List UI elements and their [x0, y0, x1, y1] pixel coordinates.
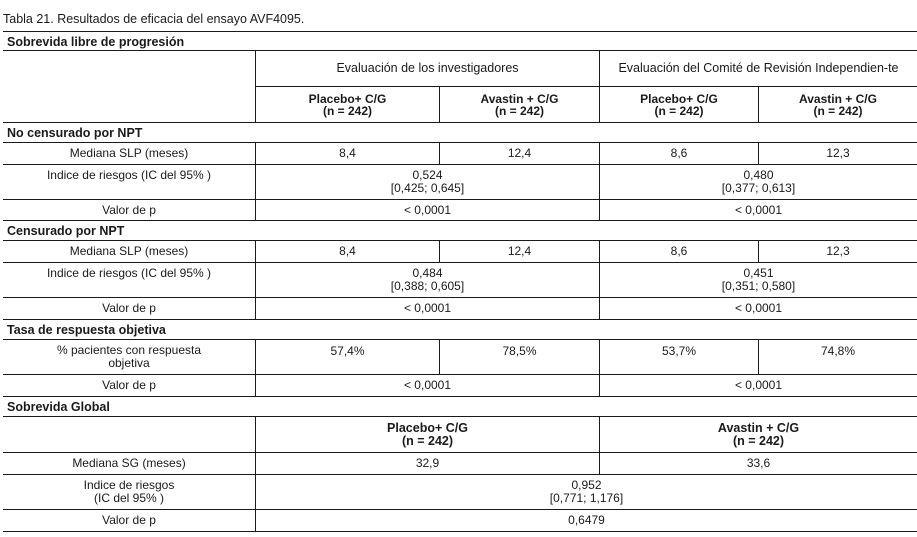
hr-value: 0,480	[743, 168, 774, 182]
group-header-irc	[600, 51, 917, 86]
row-label-orr	[3, 340, 255, 374]
group-header-irc-label: Evaluación del Comité de Revisión Independien-te	[618, 61, 899, 75]
col-header-inv-avastin	[440, 87, 599, 122]
hr-value: 0,524	[412, 168, 443, 182]
row-label-p-os	[3, 510, 255, 531]
col-label: Placebo+ C/G	[308, 91, 387, 106]
label-text: Indice de riesgos	[83, 478, 175, 492]
section-pfs: Sobrevida libre de progresión	[7, 35, 185, 49]
table-cell: 12,3	[826, 146, 850, 160]
label-text: Mediana SLP (meses)	[69, 146, 189, 160]
col-label: Avastin + C/G	[480, 91, 559, 106]
row-label-hr-os	[3, 475, 255, 509]
col-n: (n = 242)	[401, 433, 454, 448]
group-header-investigators-label: Evaluación de los investigadores	[336, 61, 519, 75]
table-cell: 33,6	[746, 456, 771, 470]
label-text: Indice de riesgos (IC del 95% )	[46, 167, 212, 182]
hr-value: 0,451	[743, 266, 774, 280]
row-label-hr	[3, 165, 255, 185]
ci-value: [0,388; 0,605]	[390, 279, 465, 293]
col-label: Avastin + C/G	[717, 420, 800, 435]
hr-value: 0,484	[412, 266, 443, 280]
table-cell: < 0,0001	[403, 378, 452, 392]
table-cell: 8,4	[339, 146, 356, 160]
section-uncensored: No censurado por NPT	[7, 126, 143, 140]
table-cell	[256, 263, 599, 297]
divider	[3, 122, 917, 123]
row-label-p	[3, 200, 255, 220]
table-cell: 74,8%	[820, 343, 856, 358]
label-text: Mediana SG (meses)	[72, 456, 186, 470]
section-censored: Censurado por NPT	[7, 224, 125, 238]
col-n: (n = 242)	[732, 433, 785, 448]
col-n: (n = 242)	[494, 103, 545, 118]
row-label-median-os	[3, 453, 255, 474]
label-text: Indice de riesgos (IC del 95% )	[46, 265, 212, 280]
col-n: (n = 242)	[322, 103, 373, 118]
row-label-p	[3, 298, 255, 319]
table-cell: 32,9	[415, 456, 440, 470]
table-cell: 0,6479	[568, 513, 605, 527]
col-header-os-avastin	[600, 417, 917, 452]
table-cell	[256, 165, 599, 199]
label-text: Valor de p	[102, 378, 156, 392]
table-cell: 8,4	[339, 244, 356, 258]
col-label: Avastin + C/G	[799, 91, 877, 106]
label-text: objetiva	[108, 356, 150, 370]
table-cell: < 0,0001	[734, 202, 783, 217]
label-text: (IC del 95% )	[93, 491, 165, 505]
ci-value: [0,425; 0,645]	[390, 181, 465, 195]
col-header-os-placebo	[256, 417, 599, 452]
label-text: % pacientes con respuesta	[56, 343, 202, 357]
label-text: Valor de p	[102, 301, 156, 315]
table-cell: < 0,0001	[403, 202, 452, 217]
divider	[3, 220, 917, 221]
label-text: Valor de p	[102, 202, 156, 217]
col-header-irc-avastin	[759, 87, 917, 122]
table-cell	[256, 475, 917, 509]
table-cell: 78,5%	[502, 343, 537, 358]
label-text: Valor de p	[102, 513, 156, 527]
hr-value: 0,952	[571, 478, 602, 492]
col-header-inv-placebo	[256, 87, 439, 122]
table-cell: 8,6	[670, 146, 688, 160]
table-cell: 53,7%	[661, 343, 697, 358]
divider	[3, 319, 917, 320]
ci-value: [0,351; 0,580]	[721, 279, 796, 293]
col-label: Placebo+ C/G	[387, 420, 468, 435]
table-cell: 57,4%	[330, 343, 365, 358]
row-label-median-pfs	[3, 241, 255, 262]
table-cell: 12,4	[507, 146, 532, 160]
col-n: (n = 242)	[654, 103, 704, 118]
col-label: Placebo+ C/G	[640, 91, 718, 106]
section-os: Sobrevida Global	[7, 400, 110, 414]
table-title: Tabla 21. Resultados de eficacia del ensayo AVF4095.	[3, 12, 305, 26]
divider	[3, 396, 917, 397]
table-cell: 8,6	[670, 244, 688, 258]
col-header-irc-placebo	[600, 87, 758, 122]
table-cell: 12,3	[826, 244, 850, 258]
section-orr: Tasa de respuesta objetiva	[7, 323, 166, 337]
col-n: (n = 242)	[813, 103, 863, 118]
row-label-p	[3, 375, 255, 396]
table-cell	[600, 165, 917, 199]
divider	[3, 531, 917, 532]
table-cell: 12,4	[507, 244, 532, 258]
ci-value: [0,377; 0,613]	[721, 181, 796, 195]
divider	[3, 31, 917, 32]
table-cell	[600, 263, 917, 297]
group-header-investigators	[256, 51, 599, 86]
row-label-median-pfs	[3, 143, 255, 164]
label-text: Mediana SLP (meses)	[69, 244, 189, 258]
table-cell: < 0,0001	[403, 301, 452, 315]
row-label-hr	[3, 263, 255, 283]
table-cell: < 0,0001	[734, 301, 783, 315]
table-cell: < 0,0001	[734, 378, 783, 392]
ci-value: [0,771; 1,176]	[549, 491, 624, 505]
